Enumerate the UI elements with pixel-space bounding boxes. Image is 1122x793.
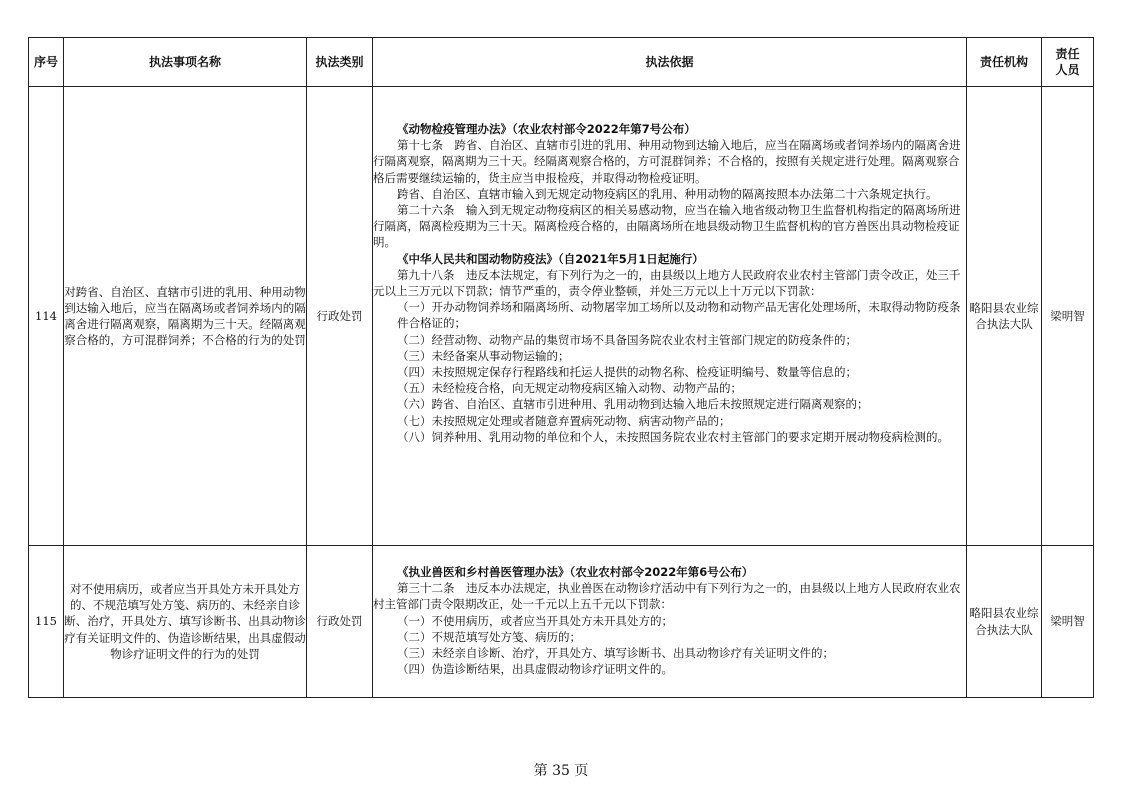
header-org: 责任机构	[967, 38, 1042, 87]
table-row	[29, 546, 1094, 698]
basis-list-item: （一）开办动物饲养场和隔离场所、动物屠宰加工场所以及动物和动物产品无害化处理场所，未取得动物防疫条件合格证的；	[397, 300, 961, 331]
basis-content	[373, 546, 966, 677]
basis-list-item: （七）未按照规定处理或者随意弃置病死动物、病害动物产品的；	[397, 413, 731, 428]
basis-list-item: （二）不规范填写处方笺、病历的；	[397, 629, 581, 644]
row-basis	[373, 87, 967, 546]
basis-list-item: （四）伪造诊断结果，出具虚假动物诊疗证明文件的。	[397, 662, 673, 677]
header-category: 执法类别	[307, 38, 373, 87]
header-seq: 序号	[29, 38, 64, 87]
header-name: 执法事项名称	[64, 38, 307, 87]
row-seq: 114	[29, 87, 64, 546]
row-person: 梁明智	[1042, 546, 1094, 698]
basis-list-item: （三）未经备案从事动物运输的；	[397, 348, 570, 363]
header-basis: 执法依据	[373, 38, 967, 87]
header-row	[29, 38, 1094, 87]
row-category: 行政处罚	[307, 546, 373, 698]
basis-paragraph: 第十七条 跨省、自治区、直辖市引进的乳用、种用动物到达输入地后，应当在隔离场或者饲养场内的隔离舍进行隔离观察，隔离期为三十天。经隔离观察合格的，方可混群饲养；不合格的，按照有关规定进行处理。隔离观察合格后需要继续运输的，货主应当申报检疫，并取得动物检疫证明。	[373, 138, 961, 185]
row-org: 略阳县农业综合执法大队	[967, 546, 1042, 698]
law-title: 《执业兽医和乡村兽医管理办法》（农业农村部令2022年第6号公布）	[397, 565, 754, 579]
page-number: 第 35 页	[533, 763, 589, 779]
row-category: 行政处罚	[307, 87, 373, 546]
basis-content	[373, 87, 966, 445]
law-title: 《中华人民共和国动物防疫法》（自2021年5月1日起施行）	[397, 251, 704, 266]
basis-list-item: （八）饲养种用、乳用动物的单位和个人，未按照国务院农业农村主管部门的要求定期开展动物疫病检测的。	[397, 429, 949, 444]
basis-list-item: （五）未经检疫合格，向无规定动物疫病区输入动物、动物产品的；	[397, 381, 742, 396]
law-title: 《动物检疫管理办法》（农业农村部令2022年第7号公布）	[397, 122, 696, 136]
table-row	[29, 87, 1094, 546]
row-person: 梁明智	[1042, 87, 1094, 546]
basis-list-item: （二）经营动物、动物产品的集贸市场不具备国务院农业农村主管部门规定的防疫条件的；	[397, 332, 857, 347]
row-org: 略阳县农业综合执法大队	[967, 87, 1042, 546]
basis-list-item: （一）不使用病历，或者应当开具处方未开具处方的；	[397, 613, 673, 628]
basis-list-item: （六）跨省、自治区、直辖市引进种用、乳用动物到达输入地后未按照规定进行隔离观察的；	[397, 397, 869, 412]
basis-list-item: （四）未按照规定保存行程路线和托运人提供的动物名称、检疫证明编号、数量等信息的；	[397, 365, 857, 380]
row-item-name: 对不使用病历，或者应当开具处方未开具处方的、不规范填写处方笺、病历的、未经亲自诊断、治疗，开具处方、填写诊断书、出具动物诊疗有关证明文件的、伪造诊断结果，出具虚假动物诊疗证明文件的行为的处罚	[64, 546, 307, 698]
row-basis	[373, 546, 967, 698]
basis-paragraph: 跨省、自治区、直辖市输入到无规定动物疫病区的乳用、种用动物的隔离按照本办法第二十六条规定执行。	[397, 186, 938, 201]
basis-paragraph: 第三十二条 违反本办法规定，执业兽医在动物诊疗活动中有下列行为之一的，由县级以上地方人民政府农业农村主管部门责令限期改正，处一千元以上五千元以下罚款：	[373, 581, 961, 612]
row-item-name: 对跨省、自治区、直辖市引进的乳用、种用动物到达输入地后，应当在隔离场或者饲养场内的隔离舍进行隔离观察，隔离期为三十天。经隔离观察合格的，方可混群饲养；不合格的行为的处罚	[64, 87, 307, 546]
enforcement-table	[28, 37, 1094, 698]
row-seq: 115	[29, 546, 64, 698]
basis-list-item: （三）未经亲自诊断、治疗，开具处方、填写诊断书、出具动物诊疗有关证明文件的；	[397, 646, 834, 661]
header-person: 责任人员	[1042, 38, 1094, 87]
basis-paragraph: 第二十六条 输入到无规定动物疫病区的相关易感动物，应当在输入地省级动物卫生监督机构指定的隔离场所进行隔离，隔离检疫期为三十天。隔离检疫合格的，由隔离场所在地县级动物卫生监督机构的官方兽医出具动物检疫证明。	[373, 203, 961, 250]
basis-paragraph: 第九十八条 违反本法规定，有下列行为之一的，由县级以上地方人民政府农业农村主管部门责令改正，处三千元以上三万元以下罚款；情节严重的，责令停业整顿，并处三万元以上十万元以下罚款：	[373, 267, 961, 299]
